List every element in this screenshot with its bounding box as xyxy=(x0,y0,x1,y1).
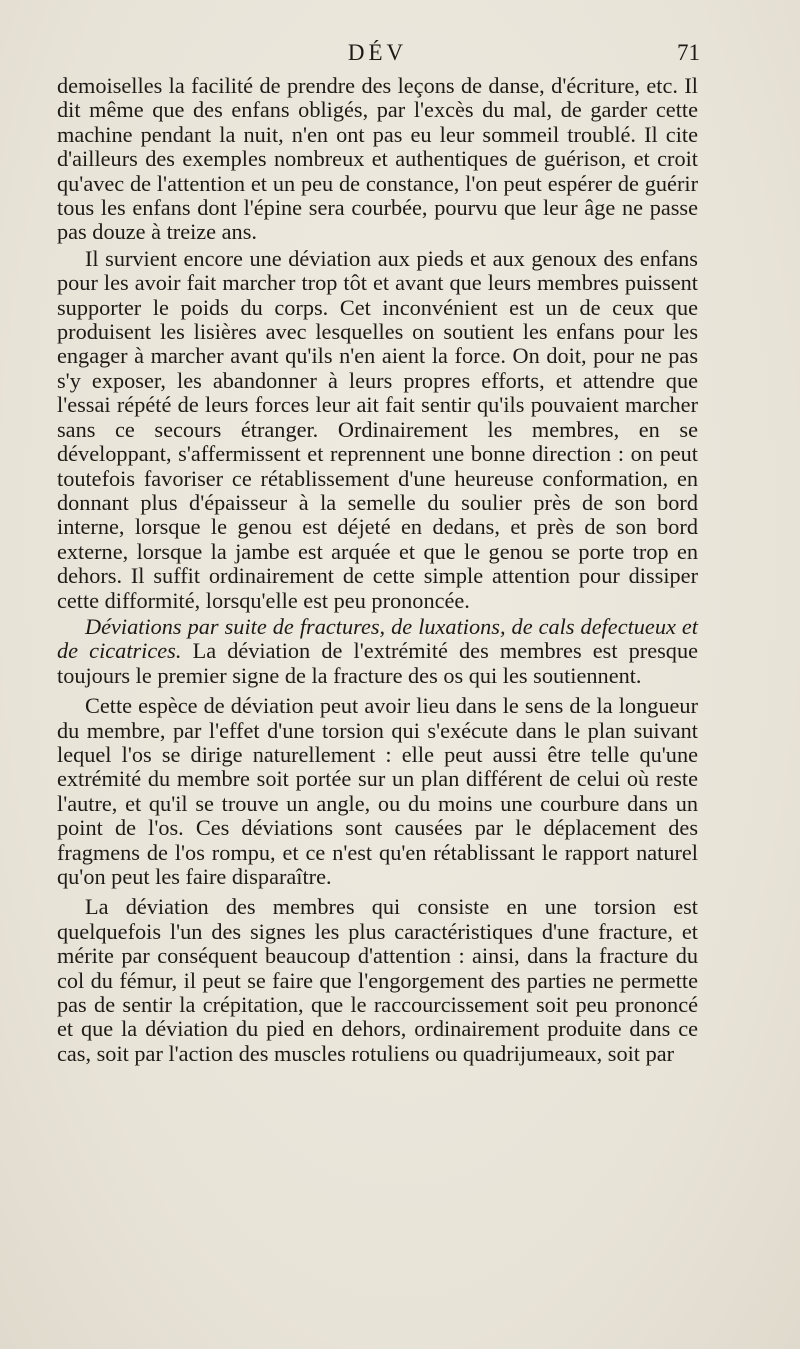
body-text xyxy=(57,74,698,1066)
running-head: DÉV xyxy=(347,40,408,65)
section-heading: Déviations par suite de fractures, de luxations, de cals defectueux et de cicatrices. xyxy=(57,613,698,664)
paragraph xyxy=(57,615,698,688)
page-number: 71 xyxy=(677,40,700,65)
paragraph-text: La déviation de l'extrémité des membres est presque toujours le premier signe de la fracture des os qui les soutiennent. xyxy=(57,638,698,688)
paragraph: demoiselles la facilité de prendre des leçons de danse, d'écriture, etc. Il dit même que des enfans obligés, par l'excès du mal, de garder cette machine pendant la nuit, n'en ont pas eu leur sommeil troublé. Il cite d'ailleurs des exemples nombreux et authentiques de guérison, et croit qu'avec de l'attention et un peu de constance, l'on peut espérer de guérir tous les enfans dont l'épine sera courbée, pourvu que leur âge ne passe pas douze à treize ans. xyxy=(57,73,698,245)
paragraph: Il survient encore une déviation aux pieds et aux genoux des enfans pour les avoir fait marcher trop tôt et avant que leurs membres puissent supporter le poids du corps. Cet inconvénient est un de ceux que produisent les lisières avec lesquelles on soutient les enfans pour les engager à marcher avant qu'ils n'en aient la force. On doit, pour ne pas s'y exposer, les abandonner à leurs propres efforts, et attendre que l'essai répété de leurs forces leur ait fait sentir qu'ils pouvaient marcher sans ce secours étranger. Ordinairement les membres, en se développant, s'affermissent et reprennent une bonne direction : on peut toutefois favoriser ce rétablissement d'une heureuse conformation, en donnant plus d'épaisseur à la semelle du soulier près de son bord interne, lorsque le genou est déjeté en dedans, et près de son bord externe, lorsque la jambe est arquée et que le genou se porte trop en dehors. Il suffit ordinairement de cette simple attention pour dissiper cette difformité, lorsqu'elle est peu prononcée. xyxy=(57,245,698,613)
paragraph: La déviation des membres qui consiste en une torsion est quelquefois l'un des signes les plus caractéristiques d'une fracture, et mérite par conséquent beaucoup d'attention : ainsi, dans la fracture du col du fémur, il peut se faire que l'engorgement des parties ne permette pas de sentir la crépitation, que le raccourcissement soit peu prononcé et que la déviation du pied en dehors, ordinairement produite dans ce cas, soit par l'action des muscles rotuliens ou quadrijumeaux, soit par xyxy=(57,894,698,1066)
page-header xyxy=(55,40,700,72)
paragraph: Cette espèce de déviation peut avoir lieu dans le sens de la longueur du membre, par l'effet d'une torsion qui s'exécute dans le plan suivant lequel l'os se dirige naturellement : elle peut aussi être telle qu'une extrémité du membre soit portée sur un plan différent de celui où reste l'autre, et qu'il se trouve un angle, ou du moins une courbure dans un point de l'os. Ces déviations sont causées par le déplacement des fragmens de l'os rompu, et ce n'est qu'en rétablissant le rapport naturel qu'on peut les faire disparaître. xyxy=(57,693,698,889)
